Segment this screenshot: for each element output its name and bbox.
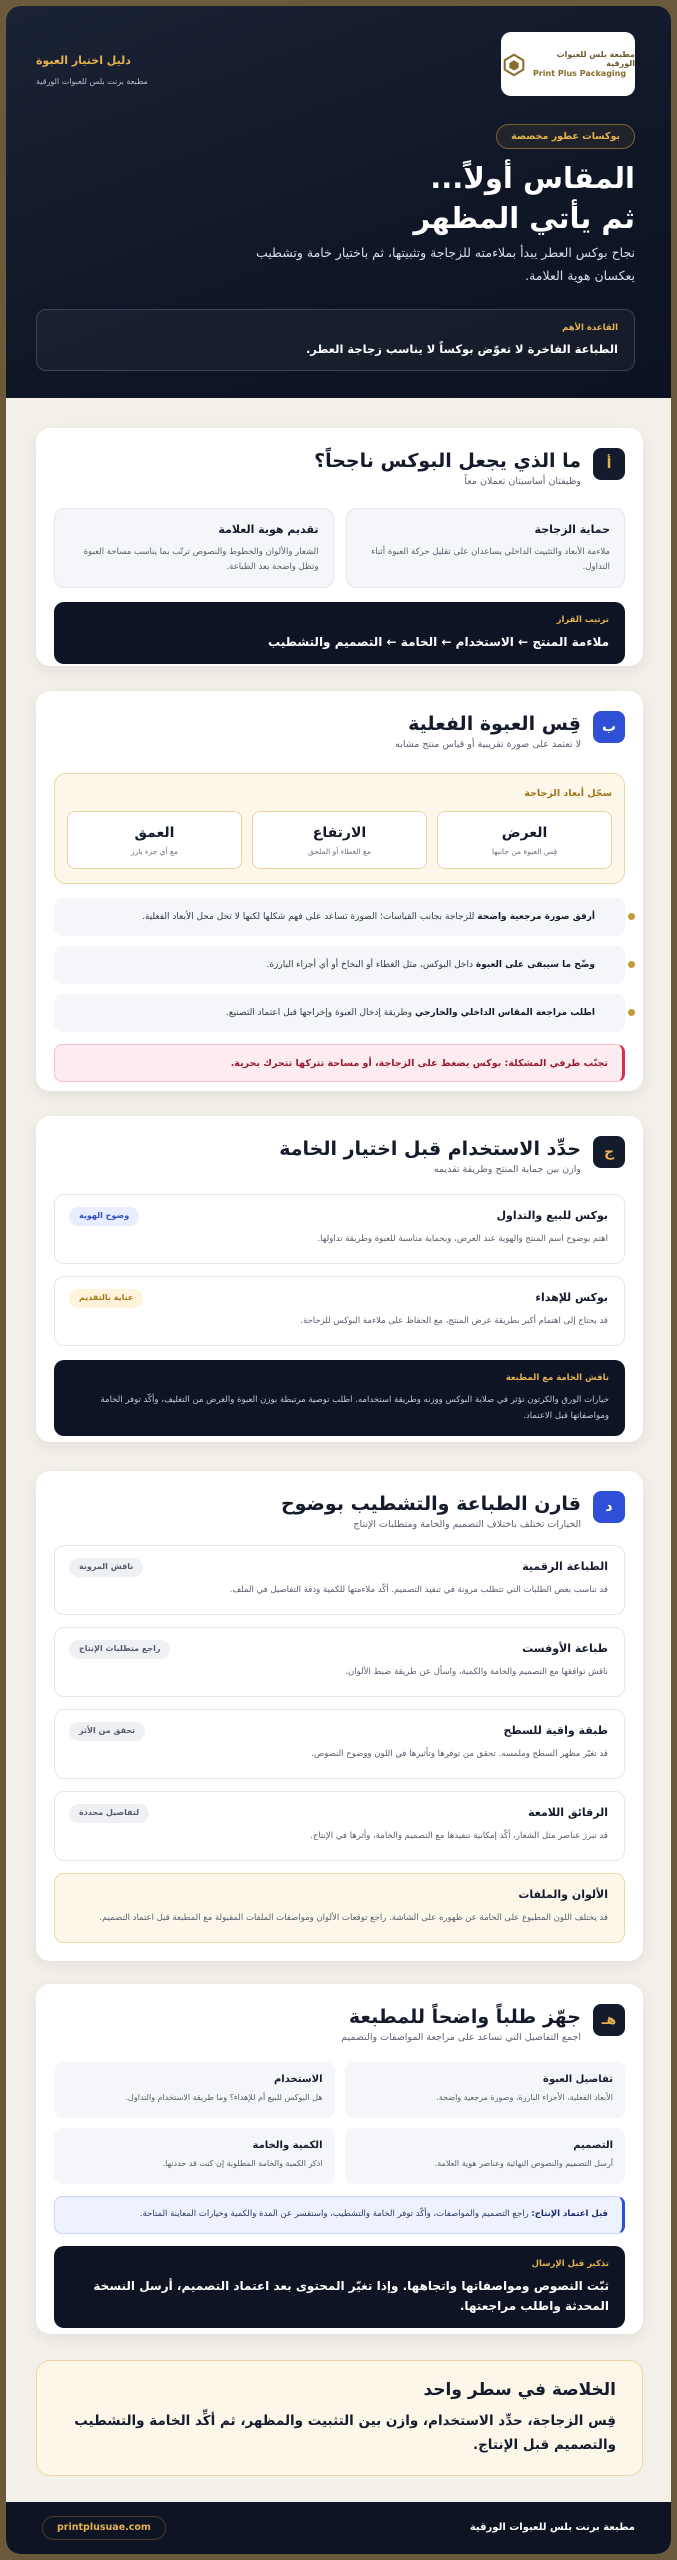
hero-title: [413, 158, 635, 238]
bullet-dot-icon: [628, 961, 635, 968]
usage-option-retail: [54, 1194, 625, 1264]
footer-website-link[interactable]: printplusuae.com: [42, 2516, 166, 2539]
option-title: طبقة واقية للسطح: [503, 1724, 608, 1737]
note-text: راجع التصميم والمواصفات، وأكّد توفر الخامة والتشطيب، واستفسر عن المدة والكمية وخيارات المعاينة المتاحة.: [139, 2209, 529, 2220]
option-title: بوكس للبيع والتداول: [496, 1209, 608, 1222]
function-card-identity: [54, 508, 334, 588]
decision-order-box: [54, 602, 625, 664]
dimension-title: الارتفاع: [312, 824, 367, 841]
option-tag: وضوح الهوية: [69, 1207, 139, 1226]
option-text: قد تغيّر مظهر السطح وملمسه. تحقق من توفرها وتأثيرها في اللون ووضوح النصوص.: [311, 1748, 608, 1759]
section-subtitle: اجمع التفاصيل التي تساعد على مراجعة المواصفات والتصميم: [341, 2032, 581, 2043]
guide-publisher: مطبعة برنت بلس للعبوات الورقية: [36, 76, 148, 86]
section-header: [54, 1134, 625, 1182]
section-success: [36, 428, 643, 666]
material-note-box: [54, 1360, 625, 1436]
option-title: الرقائق اللامعة: [528, 1806, 608, 1819]
section-badge: د: [593, 1491, 625, 1523]
warning-box: تجنّب طرفي المشكلة: بوكس يضغط على الزجاجة، أو مساحة تتركها تتحرك بحرية.: [54, 1044, 625, 1082]
section-measure: [36, 691, 643, 1091]
pre-production-note: [54, 2196, 625, 2234]
tip-text: للزجاجة بجانب القياسات؛ الصورة تساعد على فهم شكلها لكنها لا تحل محل الأبعاد الفعلية.: [142, 911, 475, 922]
key-rule-text: الطباعة الفاخرة لا تعوّض بوكساً لا يناسب زجاجة العطر.: [305, 341, 618, 356]
material-note-label: ناقش الخامة مع المطبعة: [505, 1373, 609, 1383]
hero-lead: نجاح بوكس العطر يبدأ بملاءمته للزجاجة وتثبيتها، ثم باختيار خامة وتشطيب يعكسان هوية العلامة.: [255, 245, 635, 283]
dimension-height: [252, 811, 427, 869]
bullet-dot-icon: [628, 913, 635, 920]
checklist-title: الكمية والخامة: [252, 2140, 323, 2151]
section-subtitle: وظيفتان أساسيتان تعملان معاً: [464, 476, 581, 487]
dimension-title: العرض: [501, 824, 548, 841]
hero-title-line-2: ثم يأتي المظهر: [413, 201, 635, 236]
footer-company: مطبعة برنت بلس للعبوات الورقية: [469, 2522, 635, 2533]
dimension-depth: [67, 811, 242, 869]
checklist-item-quantity: [54, 2128, 335, 2184]
print-option-offset: [54, 1627, 625, 1697]
function-card-title: تقديم هوية العلامة: [218, 523, 319, 536]
section-badge: ب: [593, 711, 625, 743]
section-subtitle: لا تعتمد على صورة تقريبية أو قياس منتج مشابه: [395, 739, 581, 750]
option-text: قد تناسب بعض الطلبات التي تتطلب مرونة في تنفيذ التصميم. أكّد ملاءمتها للكمية ودقة التفاصيل في الملف.: [229, 1584, 608, 1595]
print-option-colors: [54, 1873, 625, 1943]
section-order: [36, 1984, 643, 2334]
footer: [6, 2502, 671, 2554]
option-title: الطباعة الرقمية: [522, 1560, 608, 1573]
logo-arabic: مطبعة بلس للعبوات الورقية: [556, 50, 635, 69]
option-title: طباعة الأوفست: [522, 1642, 608, 1655]
page-frame: [6, 6, 671, 2554]
dimensions-box: [54, 773, 625, 884]
section-usage: [36, 1116, 643, 1442]
section-title: قِس العبوة الفعلية: [408, 713, 581, 735]
checklist-title: الاستخدام: [273, 2074, 323, 2085]
section-header: [54, 1489, 625, 1537]
key-rule-label: القاعدة الأهم: [562, 323, 618, 333]
key-rule-box: [36, 309, 635, 371]
hero-side-label: [36, 52, 148, 88]
dimensions-row: [67, 811, 612, 869]
section-badge: هـ: [593, 2004, 625, 2036]
hero-section: [6, 6, 671, 398]
section-subtitle: الخيارات تختلف باختلاف التصميم والخامة ومتطلبات الإنتاج: [353, 1519, 581, 1530]
tip-bold: أرفق صورة مرجعية واضحة: [477, 911, 595, 922]
checklist-title: التصميم: [573, 2140, 613, 2151]
dimensions-label: سجّل أبعاد الزجاجة: [524, 788, 612, 799]
tip-bold: وضّح ما سيبقى على العبوة: [475, 959, 595, 970]
option-tag: عناية بالتقديم: [69, 1289, 143, 1308]
option-text: قد يحتاج إلى اهتمام أكبر بطريقة عرض المنتج، مع الحفاظ على ملاءمة البوكس للزجاجة.: [300, 1315, 608, 1326]
tip-item: [54, 898, 625, 936]
option-text: ناقش توافقها مع التصميم والخامة والكمية، واسأل عن طريقة ضبط الألوان.: [345, 1666, 608, 1677]
usage-option-gift: [54, 1276, 625, 1346]
checklist-title: تفاصيل العبوة: [543, 2074, 613, 2085]
checklist-item-design: [345, 2128, 626, 2184]
section-header: [54, 446, 625, 494]
dimension-hint: مع الغطاء أو الملحق: [307, 847, 372, 857]
section-subtitle: وازن بين حماية المنتج وطريقة تقديمه: [433, 1164, 581, 1175]
checklist-item-package: [345, 2062, 626, 2118]
hero-title-line-1: المقاس أولاً...: [430, 161, 635, 195]
dimension-width: [437, 811, 612, 869]
summary-title: الخلاصة في سطر واحد: [423, 2380, 616, 2400]
checklist-text: اذكر الكمية والخامة المطلوبة إن كنت قد حددتها.: [162, 2159, 323, 2168]
option-tag: ناقش المرونة: [69, 1558, 143, 1577]
logo-english: Print Plus Packaging: [532, 68, 627, 78]
function-card-text: الشعار والألوان والخطوط والنصوص ترتّب بما يناسب مساحة العبوة وتظل واضحة بعد الطباعة.: [83, 546, 319, 572]
tip-item: [54, 946, 625, 984]
order-checklist-grid: [54, 2062, 625, 2184]
logo-text: [533, 50, 635, 78]
option-tag: راجع متطلبات الإنتاج: [69, 1640, 170, 1659]
checklist-text: هل البوكس للبيع أم للإهداء؟ وما طريقة الاستخدام والتداول.: [125, 2093, 323, 2102]
section-badge: ج: [593, 1136, 625, 1168]
dimension-title: العمق: [134, 824, 175, 841]
material-note-text: خيارات الورق والكرتون تؤثر في صلابة البوكس ووزنه وطريقة استخدامه. اطلب توصية مرتبطة بوزن العبوة والغرض من التغليف، وأكّد توفر الخامة ومواصفاتها قبل الاعتماد.: [100, 1394, 609, 1421]
summary-box: [36, 2360, 643, 2476]
checklist-item-usage: [54, 2062, 335, 2118]
tip-text: داخل البوكس، مثل الغطاء أو البخاخ أو أي أجزاء البارزة.: [266, 959, 473, 970]
option-text: قد تبرز عناصر مثل الشعار، أكّد إمكانية تنفيذها مع التصميم والخامة، وأثرها في الإنتاج.: [310, 1830, 608, 1841]
print-option-digital: [54, 1545, 625, 1615]
guide-title: دليل اختيار العبوة: [36, 54, 131, 67]
decision-order-text: ملاءمة المنتج ← الاستخدام ← الخامة ← التصميم والتشطيب: [268, 634, 609, 649]
option-text: قد يختلف اللون المطبوع على الخامة عن ظهوره على الشاشة. راجع توقعات الألوان ومواصفات الملفات المقبولة مع المطبعة قبل اعتماد التصميم.: [99, 1912, 608, 1923]
function-card-title: حماية الزجاجة: [534, 523, 610, 536]
note-bold: قبل اعتماد الإنتاج:: [531, 2209, 608, 2220]
checklist-text: الأبعاد الفعلية، الأجزاء البارزة، وصورة مرجعية واضحة.: [436, 2093, 613, 2102]
reminder-text: ثبّت النصوص ومواصفاتها واتجاهها. وإذا تغيّر المحتوى بعد اعتماد التصميم، أرسل النسخة المحدثة واطلب مراجعتها.: [93, 2278, 609, 2313]
function-card-protection: [346, 508, 626, 588]
option-tag: لتفاصيل محددة: [69, 1804, 149, 1823]
function-grid: [54, 508, 625, 588]
category-pill: بوكسات عطور مخصصة: [496, 124, 635, 149]
bullet-dot-icon: [628, 1009, 635, 1016]
print-option-coating: [54, 1709, 625, 1779]
tip-item: [54, 994, 625, 1032]
option-title: بوكس للإهداء: [535, 1291, 608, 1304]
print-option-foil: [54, 1791, 625, 1861]
dimension-hint: مع أي جزء بارز: [130, 847, 179, 857]
tip-bold: اطلب مراجعة المقاس الداخلي والخارجي: [414, 1007, 595, 1018]
summary-text: قِس الزجاجة، حدِّد الاستخدام، وازن بين التثبيت والمظهر، ثم أكِّد الخامة والتشطيب والتصميم قبل الإنتاج.: [74, 2413, 616, 2453]
section-printing: [36, 1471, 643, 1961]
tip-text: وطريقة إدخال العبوة وإخراجها قبل اعتماد التصنيع.: [225, 1007, 413, 1018]
option-text: اهتم بوضوح اسم المنتج والهوية عند العرض، وبحماية مناسبة للعبوة وطريقة تداولها.: [317, 1233, 608, 1244]
section-header: [54, 709, 625, 757]
option-title: الألوان والملفات: [518, 1888, 608, 1901]
logo-mark-icon: [501, 50, 527, 78]
checklist-text: أرسل التصميم والنصوص النهائية وعناصر هوية العلامة.: [434, 2159, 613, 2168]
section-title: قارن الطباعة والتشطيب بوضوح: [280, 1493, 581, 1515]
section-title: ما الذي يجعل البوكس ناجحاً؟: [314, 450, 581, 472]
reminder-label: تذكير قبل الإرسال: [531, 2259, 609, 2269]
reminder-box: [54, 2246, 625, 2328]
brand-logo[interactable]: [501, 32, 635, 96]
option-tag: تحقق من الأثر: [69, 1722, 145, 1741]
dimension-hint: قِس العبوة من جانبها: [491, 847, 558, 857]
function-card-text: ملاءمة الأبعاد والتثبيت الداخلي يساعدان على تقليل حركة العبوة أثناء التداول.: [371, 546, 610, 572]
section-title: حدِّد الاستخدام قبل اختيار الخامة: [279, 1138, 581, 1160]
section-title: جهّز طلباً واضحاً للمطبعة: [348, 2006, 581, 2028]
section-badge: أ: [593, 448, 625, 480]
decision-order-label: ترتيب القرار: [556, 615, 609, 626]
section-header: [54, 2002, 625, 2050]
